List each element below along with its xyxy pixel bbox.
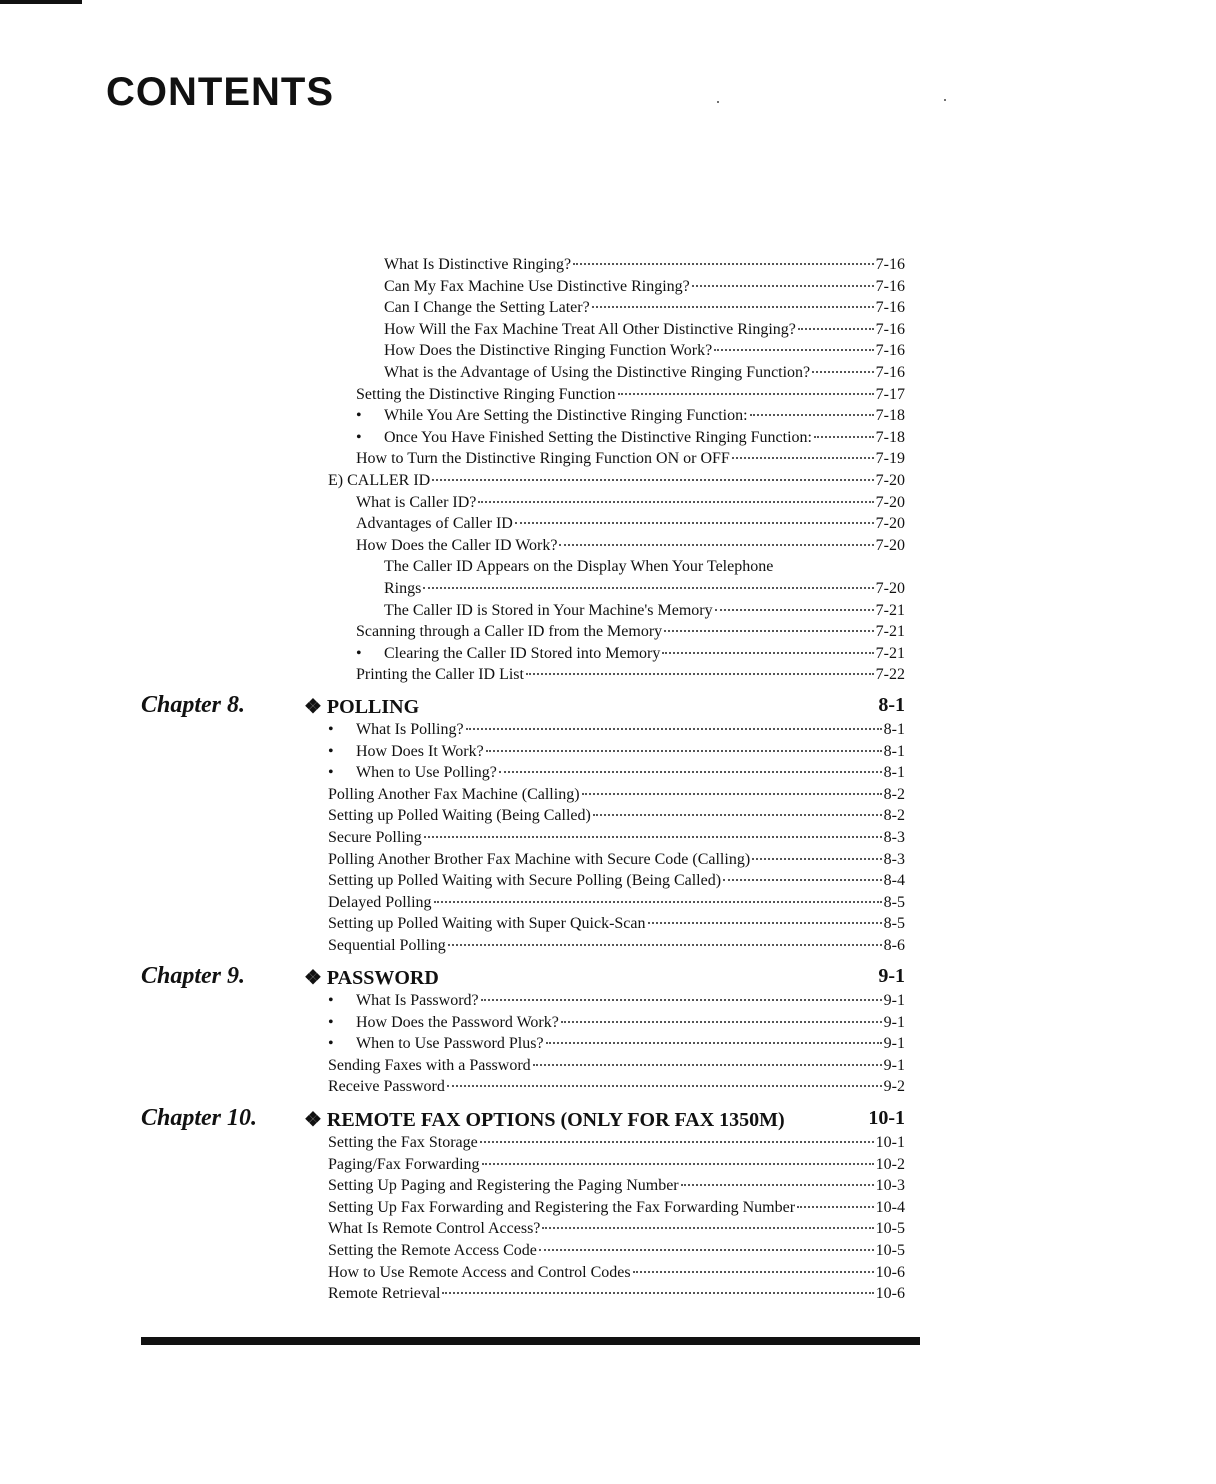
toc-entry-text: How Does It Work? — [356, 742, 484, 760]
toc-entry-text: Sequential Polling — [328, 937, 446, 954]
leader-dots — [466, 727, 882, 730]
toc-entry — [356, 644, 905, 664]
toc-entry — [356, 493, 905, 513]
toc-entry-label — [328, 1013, 559, 1033]
toc-entry-label — [328, 1263, 631, 1283]
page-title: CONTENTS — [106, 70, 334, 114]
toc-entry-text: Setting the Distinctive Ringing Function — [356, 385, 616, 403]
toc-entry-text: What is the Advantage of Using the Distinctive Ringing Function? — [384, 364, 811, 381]
toc-entry-text: Setting up Polled Waiting (Being Called) — [328, 807, 591, 825]
toc-entry — [328, 1013, 905, 1033]
chapter-heading — [304, 1107, 905, 1132]
toc-entry — [384, 255, 905, 275]
toc-entry-label — [328, 850, 750, 870]
toc-entry — [356, 406, 905, 426]
leader-dots — [593, 813, 882, 816]
toc-entry-page: 8-3 — [883, 829, 905, 846]
leader-dots — [715, 608, 874, 611]
leader-dots — [434, 900, 882, 903]
toc-entry-page: 7-18 — [875, 407, 905, 425]
toc-entry-text: Setting up Polled Waiting with Secure Polling (Being Called) — [328, 872, 722, 890]
leader-dots — [664, 629, 874, 632]
toc-entry-page: 7-16 — [875, 277, 905, 295]
toc-entry-label — [384, 298, 590, 318]
toc-entry-page: 9-1 — [883, 1035, 905, 1053]
leader-dots — [526, 672, 874, 675]
toc-entry-label — [328, 1133, 478, 1153]
toc-entry — [384, 363, 905, 383]
toc-entry-page: 7-21 — [875, 601, 905, 619]
toc-entry-label — [356, 493, 476, 513]
toc-entry-label — [328, 991, 479, 1011]
leader-dots — [447, 1084, 882, 1087]
toc-entry — [328, 1155, 905, 1175]
toc-entry — [328, 914, 905, 934]
toc-entry — [356, 385, 905, 405]
toc-entry-page: 8-1 — [883, 742, 905, 760]
chapter-heading — [304, 965, 905, 990]
chapter-label: Chapter 9. — [141, 963, 246, 989]
toc-entry-text: Paging/Fax Forwarding — [328, 1155, 480, 1173]
toc-entry-page: 8-1 — [883, 764, 905, 782]
toc-entry-page: 10-6 — [875, 1285, 905, 1303]
toc-entry-text: Clearing the Caller ID Stored into Memory — [384, 644, 661, 662]
leader-dots — [752, 857, 882, 860]
toc-entry-text: What is Caller ID? — [356, 493, 477, 511]
bullet-icon: • — [328, 742, 334, 760]
toc-entry-page: 8-2 — [883, 785, 905, 803]
toc-entry-text: Secure Polling — [328, 829, 422, 846]
toc-entry-page: 7-16 — [875, 342, 905, 360]
toc-entry — [384, 277, 905, 297]
toc-entry-page: 10-6 — [875, 1263, 905, 1281]
bottom-rule — [141, 1337, 920, 1345]
toc-entry-page: 7-20 — [875, 493, 905, 511]
toc-entry — [328, 1219, 905, 1239]
toc-entry-label — [328, 763, 497, 783]
toc-entry-text: Polling Another Brother Fax Machine with Secure Code (Calling) — [328, 850, 751, 868]
chapter-heading-text: ❖ PASSWORD — [304, 967, 439, 989]
toc-entry-label — [328, 871, 721, 891]
toc-entry-page: 9-1 — [883, 1013, 905, 1031]
toc-entry-page: 10-5 — [875, 1220, 905, 1238]
toc-entry-text: What Is Password? — [356, 992, 479, 1009]
toc-entry — [328, 1133, 905, 1153]
leader-dots — [797, 1205, 874, 1208]
toc-entry — [384, 298, 905, 318]
toc-entry — [328, 1241, 905, 1261]
toc-entry — [384, 341, 905, 361]
leader-dots — [546, 1041, 882, 1044]
toc-entry-page: 10-4 — [875, 1198, 905, 1216]
toc-entry-text: How to Use Remote Access and Control Codes — [328, 1263, 631, 1281]
toc-entry-label — [356, 514, 513, 534]
toc-entry-text: Printing the Caller ID List — [356, 666, 524, 684]
leader-dots — [486, 749, 882, 752]
toc-entry — [384, 579, 905, 599]
toc-entry-text: The Caller ID Appears on the Display When Your Telephone — [384, 558, 774, 576]
toc-entry-text: The Caller ID is Stored in Your Machine's Memory — [384, 601, 713, 619]
toc-entry — [328, 720, 905, 740]
scan-speck — [717, 101, 719, 103]
leader-dots — [515, 521, 874, 524]
bullet-icon: • — [328, 764, 334, 782]
toc-entry-label — [328, 828, 422, 848]
bullet-icon: • — [328, 721, 334, 738]
toc-entry-label — [328, 471, 430, 491]
toc-entry-label — [328, 785, 580, 805]
toc-entry-page: 7-21 — [875, 623, 905, 641]
toc-entry-page: 9-2 — [883, 1078, 905, 1096]
toc-entry-page: 8-5 — [883, 915, 905, 933]
toc-entry-text: Can My Fax Machine Use Distinctive Ringing? — [384, 277, 690, 295]
toc-entry-label — [328, 914, 646, 934]
toc-entry-label — [384, 341, 712, 361]
toc-entry-page: 8-5 — [883, 893, 905, 911]
toc-entry-text: How Does the Password Work? — [356, 1013, 559, 1031]
toc-entry-page: 7-16 — [875, 364, 905, 381]
toc-entry-page: 9-1 — [883, 1056, 905, 1074]
leader-dots — [633, 1270, 874, 1273]
toc-entry-label — [328, 1284, 440, 1304]
toc-entry — [328, 893, 905, 913]
leader-dots — [481, 998, 882, 1001]
toc-entry-page: 7-17 — [875, 385, 905, 403]
toc-entry-label — [356, 536, 557, 556]
toc-entry-label — [384, 601, 713, 621]
toc-entry — [328, 1176, 905, 1196]
toc-entry-label — [328, 742, 484, 762]
toc-entry-label — [328, 1056, 531, 1076]
toc-entry-page: 7-21 — [875, 644, 905, 662]
toc-entry — [356, 428, 905, 448]
chapter-label: Chapter 8. — [141, 692, 246, 718]
leader-dots — [442, 1291, 873, 1294]
toc-entry-label — [356, 644, 660, 664]
toc-entry-text: What Is Remote Control Access? — [328, 1220, 541, 1238]
toc-entry-text: Setting Up Fax Forwarding and Registering the Fax Forwarding Number — [328, 1198, 796, 1216]
toc-entry-page: 9-1 — [883, 992, 905, 1009]
toc-entry-page: 8-4 — [883, 872, 905, 890]
toc-entry-label — [328, 720, 464, 740]
toc-entry-text: While You Are Setting the Distinctive Ringing Function: — [384, 407, 748, 425]
toc-entry-text: Setting the Fax Storage — [328, 1134, 478, 1151]
toc-entry-page: 7-20 — [875, 515, 905, 533]
bullet-icon: • — [328, 1013, 334, 1031]
toc-entry-page: 8-2 — [883, 807, 905, 825]
toc-entry-label — [384, 255, 571, 275]
toc-entry-page: 8-6 — [883, 937, 905, 954]
toc-entry — [328, 991, 905, 1011]
toc-entry — [328, 742, 905, 762]
leader-dots — [432, 478, 873, 481]
toc-entry-text: How Will the Fax Machine Treat All Other Distinctive Ringing? — [384, 320, 796, 338]
toc-entry — [328, 785, 905, 805]
toc-entry-text: Scanning through a Caller ID from the Memory — [356, 623, 663, 641]
toc-entry-text: Receive Password — [328, 1078, 445, 1096]
toc-entry-label — [328, 893, 432, 913]
toc-entry — [328, 1077, 905, 1097]
toc-entry-page: 7-22 — [875, 666, 905, 684]
toc-entry-label — [328, 1198, 795, 1218]
toc-entry-text: Setting the Remote Access Code — [328, 1242, 537, 1259]
chapter-label: Chapter 10. — [141, 1105, 258, 1131]
toc-entry-label — [328, 806, 591, 826]
bullet-icon: • — [356, 644, 362, 662]
toc-entry-label — [328, 1176, 679, 1196]
leader-dots — [692, 284, 874, 287]
leader-dots — [480, 1140, 874, 1143]
toc-entry-page: 10-2 — [875, 1155, 905, 1173]
toc-entry-page: 10-3 — [875, 1177, 905, 1195]
toc-entry-label — [328, 1219, 540, 1239]
top-rule — [0, 0, 82, 4]
leader-dots — [539, 1248, 874, 1251]
toc-entry-label — [356, 406, 748, 426]
toc-entry-page: 7-20 — [875, 536, 905, 554]
toc-entry-text: What Is Distinctive Ringing? — [384, 256, 572, 273]
leader-dots — [582, 792, 882, 795]
toc-entry — [356, 622, 905, 642]
toc-entry-page: 8-1 — [883, 721, 905, 738]
toc-entry-label — [328, 1241, 537, 1261]
toc-entry-text: Once You Have Finished Setting the Distinctive Ringing Function: — [384, 428, 812, 446]
toc-entry — [384, 601, 905, 621]
toc-entry-label — [328, 1077, 445, 1097]
leader-dots — [681, 1183, 874, 1186]
toc-entry-label — [384, 557, 773, 577]
toc-entry-text: Advantages of Caller ID — [356, 515, 513, 533]
toc-entry-label — [356, 385, 616, 405]
toc-entry-label — [384, 320, 796, 340]
chapter-heading-text: ❖ REMOTE FAX OPTIONS (ONLY FOR FAX 1350M) — [304, 1109, 785, 1131]
toc-entry-text: Rings — [384, 580, 422, 597]
toc-entry-text: Delayed Polling — [328, 893, 432, 911]
toc-entry-label — [384, 363, 810, 383]
leader-dots — [542, 1226, 873, 1229]
toc-entry-text: What Is Polling? — [356, 721, 464, 738]
toc-entry-label — [356, 622, 662, 642]
leader-dots — [448, 943, 882, 946]
leader-dots — [499, 770, 882, 773]
toc-entry-page: 10-5 — [875, 1242, 905, 1259]
leader-dots — [478, 500, 873, 503]
scan-speck — [944, 99, 946, 101]
toc-entry — [328, 850, 905, 870]
toc-entry-page: 7-20 — [875, 472, 905, 489]
toc-entry-page: 7-18 — [875, 428, 905, 446]
chapter-heading — [304, 694, 905, 719]
leader-dots — [750, 413, 874, 416]
leader-dots — [723, 878, 882, 881]
toc-entry — [356, 449, 905, 469]
toc-entry — [356, 665, 905, 685]
toc-entry — [328, 1284, 905, 1304]
toc-entry — [328, 936, 905, 956]
chapter-heading-page: 10-1 — [868, 1107, 905, 1129]
bullet-icon: • — [356, 407, 362, 425]
toc-entry-label — [356, 428, 812, 448]
toc-entry — [328, 763, 905, 783]
toc-entry-text: How Does the Caller ID Work? — [356, 536, 558, 554]
leader-dots — [533, 1063, 882, 1066]
bullet-icon: • — [356, 428, 362, 446]
toc-entry-text: Polling Another Fax Machine (Calling) — [328, 785, 580, 803]
toc-entry-page: 8-3 — [883, 850, 905, 868]
leader-dots — [561, 1020, 882, 1023]
toc-entry — [328, 1034, 905, 1054]
toc-entry — [328, 1198, 905, 1218]
leader-dots — [714, 348, 874, 351]
leader-dots — [798, 327, 874, 330]
toc-entry-label — [384, 277, 690, 297]
toc-entry — [328, 471, 905, 491]
toc-entry-label — [328, 936, 446, 956]
toc-entry — [356, 514, 905, 534]
toc-entry-label — [356, 449, 730, 469]
toc-entry-label — [356, 665, 524, 685]
leader-dots — [662, 651, 873, 654]
toc-entry-label — [328, 1034, 544, 1054]
toc-entry-label — [384, 579, 421, 599]
toc-entry-text: How to Turn the Distinctive Ringing Function ON or OFF — [356, 450, 730, 468]
leader-dots — [814, 435, 874, 438]
toc-entry-text: How Does the Distinctive Ringing Function Work? — [384, 342, 713, 360]
chapter-heading-page: 9-1 — [878, 965, 905, 987]
leader-dots — [573, 262, 874, 265]
toc-entry — [328, 1263, 905, 1283]
toc-entry — [384, 320, 905, 340]
toc-entry — [356, 536, 905, 556]
toc-entry-page: 7-16 — [875, 320, 905, 338]
leader-dots — [775, 566, 903, 567]
toc-entry — [328, 828, 905, 848]
leader-dots — [648, 921, 882, 924]
leader-dots — [559, 543, 873, 546]
bullet-icon: • — [328, 992, 334, 1009]
toc-entry-text: Can I Change the Setting Later? — [384, 299, 590, 317]
toc-entry-text: Setting Up Paging and Registering the Paging Number — [328, 1177, 679, 1195]
chapter-heading-page: 8-1 — [878, 694, 905, 716]
leader-dots — [732, 456, 874, 459]
leader-dots — [592, 305, 874, 308]
leader-dots — [424, 835, 882, 838]
leader-dots — [482, 1162, 874, 1165]
toc-entry-page: 7-20 — [875, 580, 905, 597]
bullet-icon: • — [328, 1035, 334, 1053]
toc-entry-page: 7-16 — [875, 299, 905, 317]
toc-entry-text: E) CALLER ID — [328, 472, 431, 489]
leader-dots — [618, 392, 874, 395]
toc-entry-text: Setting up Polled Waiting with Super Quick-Scan — [328, 915, 646, 933]
toc-entry-page: 10-1 — [875, 1134, 905, 1151]
toc-entry-page: 7-19 — [875, 450, 905, 468]
toc-entry-label — [328, 1155, 480, 1175]
toc-entry — [384, 557, 905, 577]
toc-entry — [328, 871, 905, 891]
leader-dots — [812, 370, 874, 373]
toc-entry-text: When to Use Polling? — [356, 764, 497, 782]
toc-entry — [328, 806, 905, 826]
toc-entry-page: 7-16 — [875, 256, 905, 273]
toc-entry-text: Sending Faxes with a Password — [328, 1056, 531, 1074]
chapter-heading-text: ❖ POLLING — [304, 696, 420, 718]
leader-dots — [423, 586, 873, 589]
toc-entry — [328, 1056, 905, 1076]
toc-entry-text: When to Use Password Plus? — [356, 1035, 544, 1053]
toc-entry-text: Remote Retrieval — [328, 1285, 441, 1303]
